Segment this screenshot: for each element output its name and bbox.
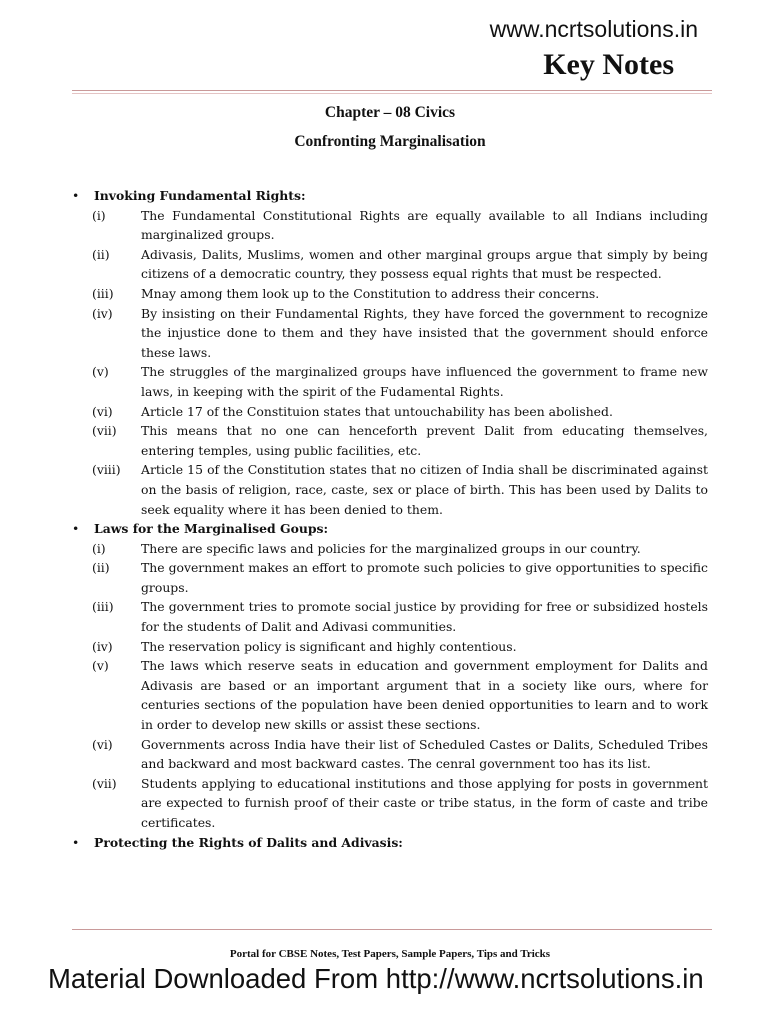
list-item-number: (iii) [92,599,114,615]
list-item-text: Governments across India have their list of Scheduled Castes or Dalits, Scheduled Tribes and backward and most backward castes. The cenral government too has its list. [141,736,708,772]
list-item [72,539,708,559]
footer-download-link[interactable]: Material Downloaded From http://www.ncrtsolutions.in [48,963,704,994]
list-item-text: Mnay among them look up to the Constitution to address their concerns. [141,285,600,301]
list-item-number: (vi) [92,403,113,419]
site-url: www.ncrtsolutions.in [489,16,698,42]
list-item [72,421,708,460]
list-item [72,597,708,636]
list-item [72,460,708,519]
list-item-text: The struggles of the marginalized groups have influenced the government to frame new laws, in keeping with the spirit of the Fudamental Rights. [141,364,708,399]
list-item-number: (ii) [92,560,110,576]
bullet-icon: • [72,834,80,850]
list-item [72,558,708,597]
list-item [72,774,708,833]
list-item-text: The government tries to promote social justice by providing for free or subsidized hostels for the students of Dalit and Adivasi communities. [141,599,708,635]
list-item-text: The Fundamental Constitutional Rights are equally available to all Indians including marginalized groups. [141,207,708,243]
list-item-number: (i) [92,540,106,556]
header-divider [72,90,712,91]
section-heading [72,186,708,206]
list-item-number: (i) [92,207,106,223]
list-item-number: (v) [92,364,109,380]
footer-portal-text: Portal for CBSE Notes, Test Papers, Sample Papers, Tips and Tricks [229,948,551,960]
list-item-number: (iii) [92,285,114,301]
list-item [72,735,708,774]
list-item-text: Article 15 of the Constitution states that no citizen of India shall be discriminated against on the basis of religion, race, caste, sex or place of birth. This has been used by Dalits to seek equality where it has been denied to them. [141,462,708,517]
list-item-number: (vi) [92,736,113,752]
section-heading-text: Protecting the Rights of Dalits and Adivasis: [94,834,403,850]
list-item-number: (ii) [92,246,110,262]
list-item-text: This means that no one can henceforth prevent Dalit from educating themselves, entering temples, using public facilities, etc. [141,423,708,458]
list-item-number: (vii) [92,423,117,439]
list-item-text: The reservation policy is significant and highly contentious. [141,638,517,654]
notes-content [72,186,708,852]
list-item [72,245,708,284]
list-item [72,304,708,363]
list-item [72,284,708,304]
list-item-text: There are specific laws and policies for the marginalized groups in our country. [141,540,641,556]
section-heading-text: Laws for the Marginalised Goups: [94,521,329,537]
list-item [72,656,708,734]
section-heading-text: Invoking Fundamental Rights: [94,188,306,203]
bullet-icon: • [72,188,80,203]
section-heading [72,833,708,853]
list-item [72,206,708,245]
list-item-text: The laws which reserve seats in education and government employment for Dalits and Adivasis are based or an important argument that in a society like ours, where for centuries sections of the population have been denied opportunities to learn and to work in order to develop new skills or assist these sections. [141,658,708,733]
list-item-text: Adivasis, Dalits, Muslims, women and other marginal groups argue that simply by being citizens of a democratic country, they possess equal rights that must be respected. [141,246,708,282]
list-item [72,637,708,657]
list-item-number: (v) [92,658,109,674]
list-item-text: Article 17 of the Constituion states that untouchability has been abolished. [141,403,613,419]
chapter-title: Chapter – 08 Civics [324,104,456,121]
list-item [72,362,708,401]
section-heading [72,519,708,539]
list-item [72,402,708,422]
list-item-text: The government makes an effort to promote such policies to give opportunities to specific groups. [141,560,708,595]
list-item-number: (viii) [92,462,121,478]
list-item-number: (iv) [92,305,113,321]
list-item-text: Students applying to educational institutions and those applying for posts in government are expected to furnish proof of their caste or tribe status, in the form of caste and tribe certificates. [141,775,708,830]
list-item-text: By insisting on their Fundamental Rights, they have forced the government to recognize the injustice done to them and they have insisted that the government should enforce these laws. [141,305,708,360]
bullet-icon: • [72,521,80,537]
key-notes-title: Key Notes [543,48,674,81]
list-item-number: (vii) [92,775,117,791]
header-divider-secondary [72,93,712,94]
list-item-number: (iv) [92,638,113,654]
footer-divider [72,929,712,930]
chapter-subtitle: Confronting Marginalisation [294,133,486,150]
